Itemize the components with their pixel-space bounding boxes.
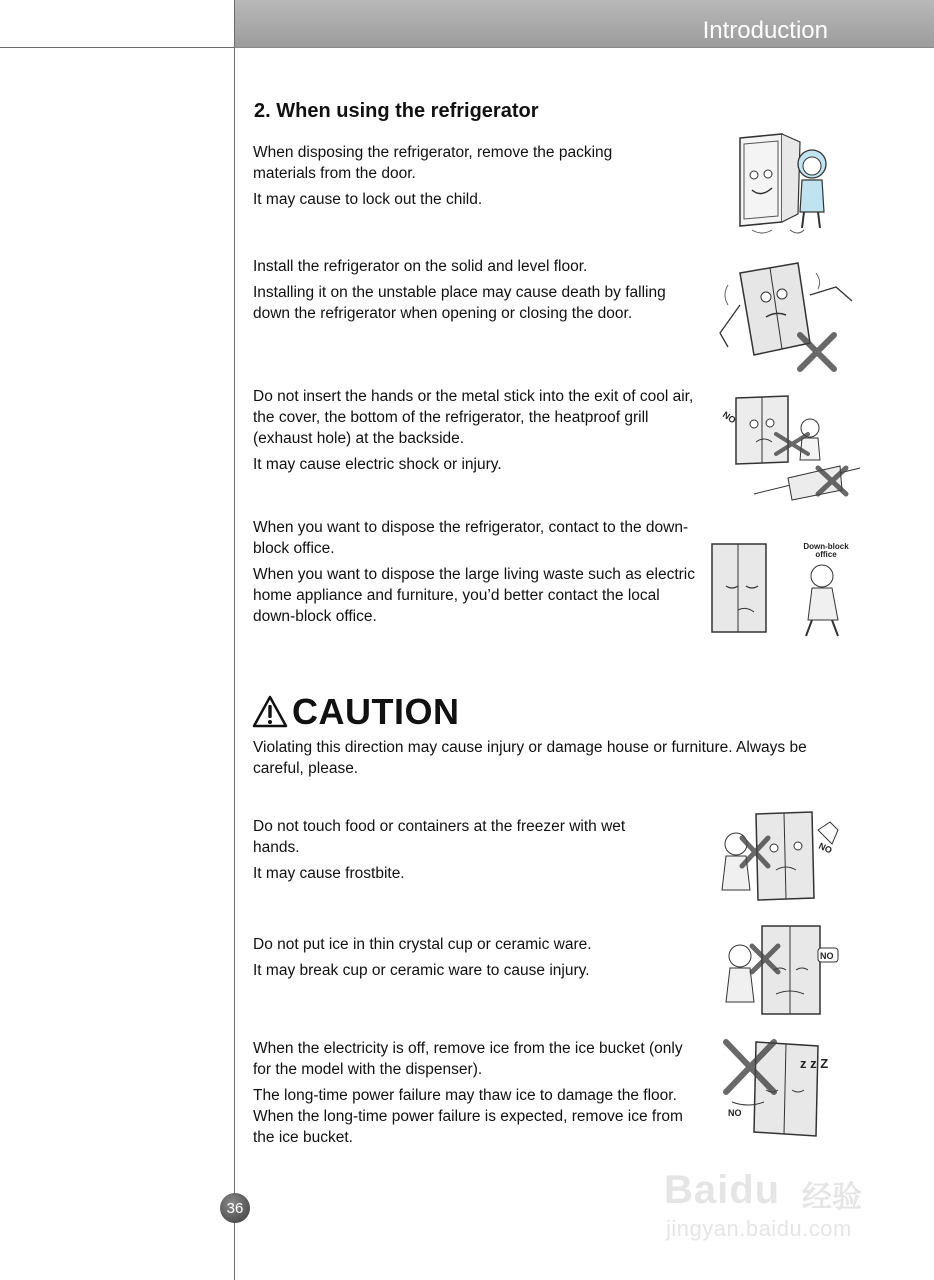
child-fridge-illustration (732, 130, 832, 240)
watermark-brand: Baidu (664, 1168, 781, 1212)
caution-heading (252, 692, 460, 732)
watermark-url: jingyan.baidu.com (666, 1216, 852, 1241)
caution-block-3 (253, 1038, 703, 1153)
section-title: 2. When using the refrigerator (254, 100, 539, 122)
down-block-label-line-1: Down-block (803, 542, 849, 551)
caution-3-line-1: When the electricity is off, remove ice from the ice bucket (only for the model with the dispenser). (253, 1040, 683, 1078)
wet-hands-illustration (712, 808, 857, 913)
margin-line (234, 0, 235, 1280)
no-label-4: NO (728, 1108, 742, 1118)
warning-2-line-2: Installing it on the unstable place may cause death by falling down the refrigerator when opening or closing the door. (253, 284, 666, 322)
warning-1-line-1: When disposing the refrigerator, remove the packing materials from the door. (253, 144, 613, 182)
caution-2-line-2: It may break cup or ceramic ware to cause injury. (253, 962, 590, 979)
caution-intro: Violating this direction may cause injury or damage house or furniture. Always be careful, please. (253, 739, 807, 777)
no-label-3: NO (820, 951, 834, 961)
warning-block-4 (253, 517, 703, 632)
page-number: 36 (220, 1193, 250, 1223)
no-label-2: NO (817, 840, 834, 856)
watermark-cn: 经验 (802, 1181, 862, 1214)
zzz-label: z z Z (800, 1056, 829, 1071)
warning-block-1 (253, 142, 673, 215)
dispose-fridge-illustration (708, 540, 858, 645)
warning-1-line-2: It may cause to lock out the child. (253, 191, 483, 208)
crystal-cup-illustration (722, 922, 842, 1020)
down-block-label-line-2: office (815, 550, 837, 559)
warning-4-line-1: When you want to dispose the refrigerator, contact to the down-block office. (253, 519, 689, 557)
caution-title: CAUTION (292, 691, 460, 732)
warning-triangle-icon (252, 695, 288, 729)
caution-1-line-2: It may cause frostbite. (253, 865, 405, 882)
header-title: Introduction (702, 17, 828, 44)
warning-3-line-2: It may cause electric shock or injury. (253, 456, 502, 473)
warning-block-2 (253, 256, 703, 329)
insert-hand-illustration (700, 390, 860, 505)
caution-block-1 (253, 816, 673, 889)
warning-3-line-1: Do not insert the hands or the metal stick into the exit of cool air, the cover, the bottom of the refrigerator, the heatproof grill (exhaust hole) at the backside. (253, 388, 694, 447)
warning-block-3 (253, 386, 703, 480)
ice-bucket-illustration (722, 1036, 847, 1141)
baidu-watermark (664, 1150, 884, 1250)
caution-block-2 (253, 934, 703, 986)
header-band (234, 0, 934, 48)
falling-fridge-illustration (706, 255, 856, 370)
no-label-1: NO (720, 409, 738, 426)
caution-2-line-1: Do not put ice in thin crystal cup or ceramic ware. (253, 936, 592, 953)
caution-3-line-2: The long-time power failure may thaw ice to damage the floor. When the long-time power failure is expected, remove ice from the ice bucket. (253, 1087, 683, 1146)
caution-1-line-1: Do not touch food or containers at the freezer with wet hands. (253, 818, 626, 856)
top-rule (0, 47, 234, 48)
warning-2-line-1: Install the refrigerator on the solid and level floor. (253, 258, 588, 275)
warning-4-line-2: When you want to dispose the large living waste such as electric home appliance and furniture, you’d better contact the local down-block office. (253, 566, 695, 625)
